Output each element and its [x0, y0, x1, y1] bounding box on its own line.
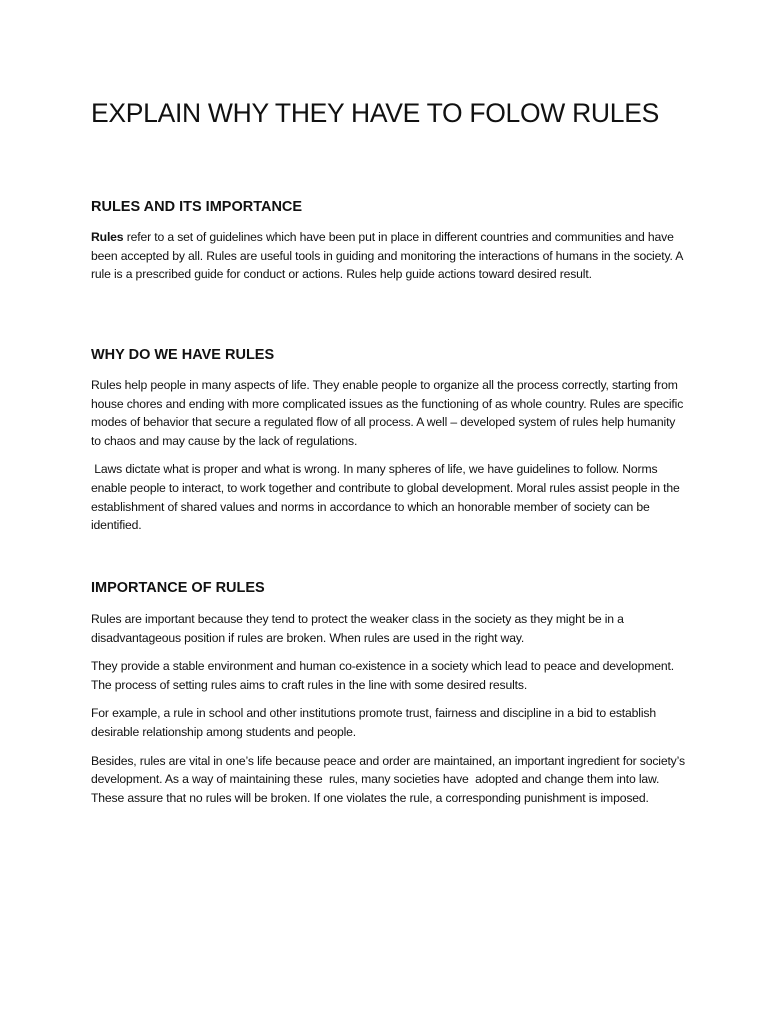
section-rules-and-its-importance [91, 196, 685, 284]
section-heading: RULES AND ITS IMPORTANCE [91, 199, 303, 215]
section-why-do-we-have-rules [91, 344, 685, 535]
section-paragraph: Besides, rules are vital in one’s life because peace and order are maintained, an important ingredient for society’s development. As a way of maintaining these rules, many societies have adopted and change them into law. These assure that no rules will be broken. If one violates the rule, a corresponding punishment is imposed. [91, 753, 689, 805]
section-heading: IMPORTANCE OF RULES [91, 580, 265, 596]
section-paragraph [91, 228, 685, 284]
section-paragraph: For example, a rule in school and other institutions promote trust, fairness and discipline in a bid to establish desirable relationship among students and people. [91, 706, 656, 739]
section-paragraph: Rules help people in many aspects of life. They enable people to organize all the process correctly, starting from house chores and ending with more complicated issues as the functioning of as whole country. Rules are specific modes of behavior that secure a regulated flow of all process. A well – developed system of rules help humanity to chaos and may cause by the lack of regulations. [91, 378, 684, 448]
paragraph-text: refer to a set of guidelines which have been put in place in different countries and communities and have been accepted by all. Rules are useful tools in guiding and monitoring the interactions of humans in the society. A rule is a prescribed guide for conduct or actions. Rules help guide actions toward desired result. [91, 230, 683, 282]
section-importance-of-rules [91, 577, 689, 807]
section-paragraph: Laws dictate what is proper and what is wrong. In many spheres of life, we have guidelines to follow. Norms enable people to interact, to work together and contribute to global development. Moral rules assist people in the establishment of shared values and norms in accordance to which an honorable member of society can be identified. [91, 462, 683, 533]
section-paragraph: Rules are important because they tend to protect the weaker class in the society as they might be in a disadvantageous position if rules are broken. When rules are used in the right way. [91, 612, 624, 645]
section-paragraph: They provide a stable environment and human co-existence in a society which lead to peace and development. The process of setting rules aims to craft rules in the line with some desired results. [91, 659, 675, 692]
lead-word: Rules [91, 230, 124, 244]
section-heading: WHY DO WE HAVE RULES [91, 347, 275, 363]
document-title: EXPLAIN WHY THEY HAVE TO FOLOW RULES [91, 98, 659, 128]
